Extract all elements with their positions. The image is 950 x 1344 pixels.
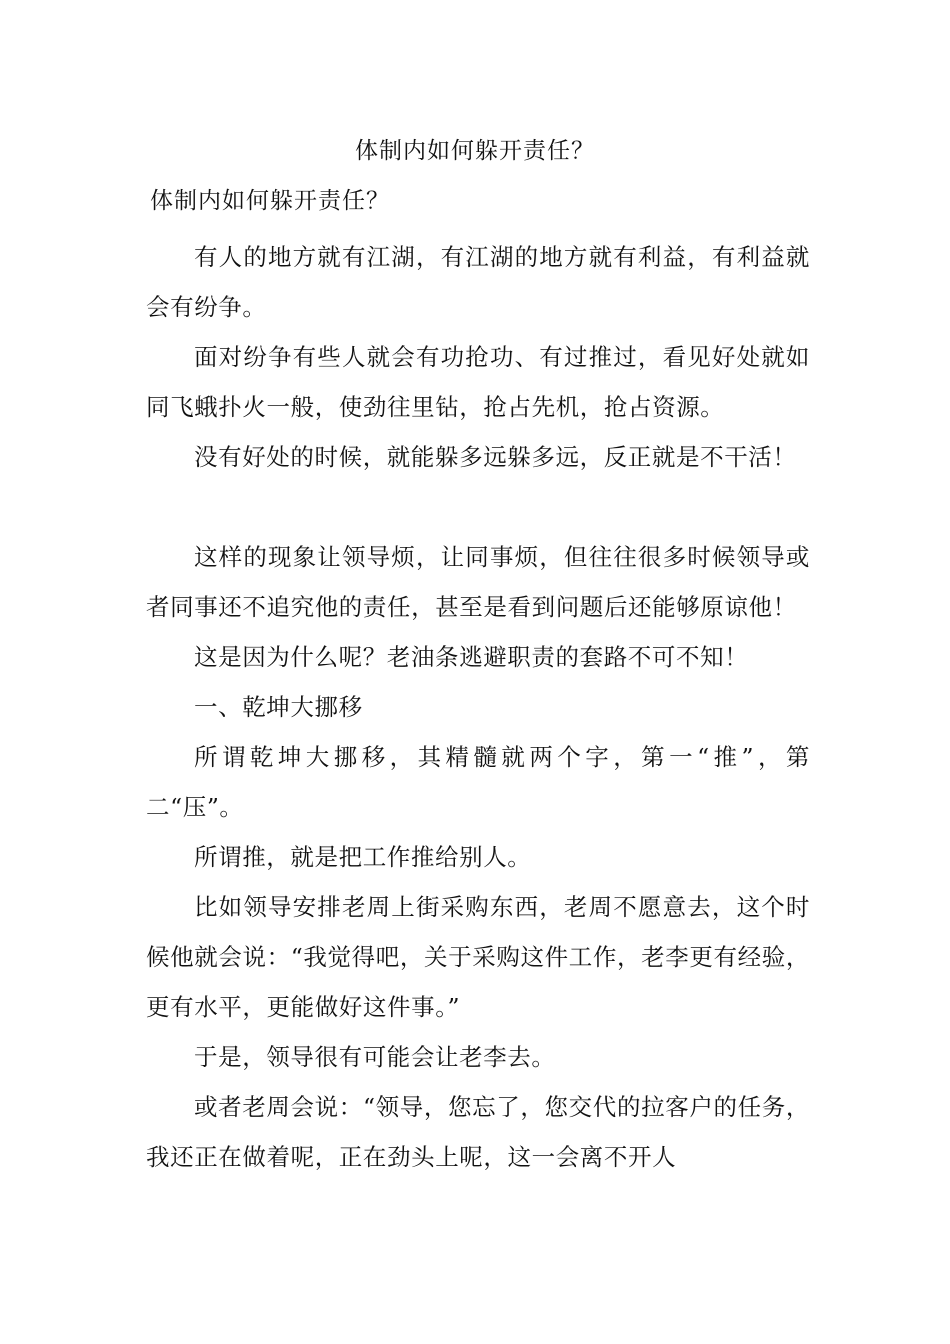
document-body: [146, 232, 810, 1182]
paragraph: 所谓推，就是把工作推给别人。: [194, 843, 532, 871]
paragraph: 或者老周会说：“领导，您忘了，您交代的拉客户的任务，我还正在做着呢，正在劲头上呢，这一会离不开人: [146, 1093, 810, 1171]
blank-line: [146, 482, 810, 532]
section-heading: 一、乾坤大挪移: [194, 693, 363, 721]
document-subtitle: 体制内如何躲开责任？: [150, 188, 390, 214]
paragraph: 比如领导安排老周上街采购东西，老周不愿意去，这个时候他就会说：“我觉得吧，关于采购这件工作，老李更有经验，更有水平，更能做好这件事。”: [146, 893, 810, 1021]
paragraph: 所谓乾坤大挪移，其精髓就两个字，第一“推”，第二“压”。: [146, 743, 810, 821]
paragraph: 这样的现象让领导烦，让同事烦，但往往很多时候领导或者同事还不追究他的责任，甚至是看到问题后还能够原谅他！: [146, 543, 810, 621]
paragraph: 面对纷争有些人就会有功抢功、有过推过，看见好处就如同飞蛾扑火一般，使劲往里钻，抢占先机，抢占资源。: [146, 343, 810, 421]
paragraph: 于是，领导很有可能会让老李去。: [194, 1043, 556, 1071]
paragraph: 这是因为什么呢？老油条逃避职责的套路不可不知！: [194, 643, 749, 671]
paragraph: 没有好处的时候，就能躲多远躲多远，反正就是不干活！: [194, 443, 797, 471]
page-title: 体制内如何躲开责任？: [355, 138, 595, 164]
paragraph: 有人的地方就有江湖，有江湖的地方就有利益，有利益就会有纷争。: [146, 243, 810, 321]
